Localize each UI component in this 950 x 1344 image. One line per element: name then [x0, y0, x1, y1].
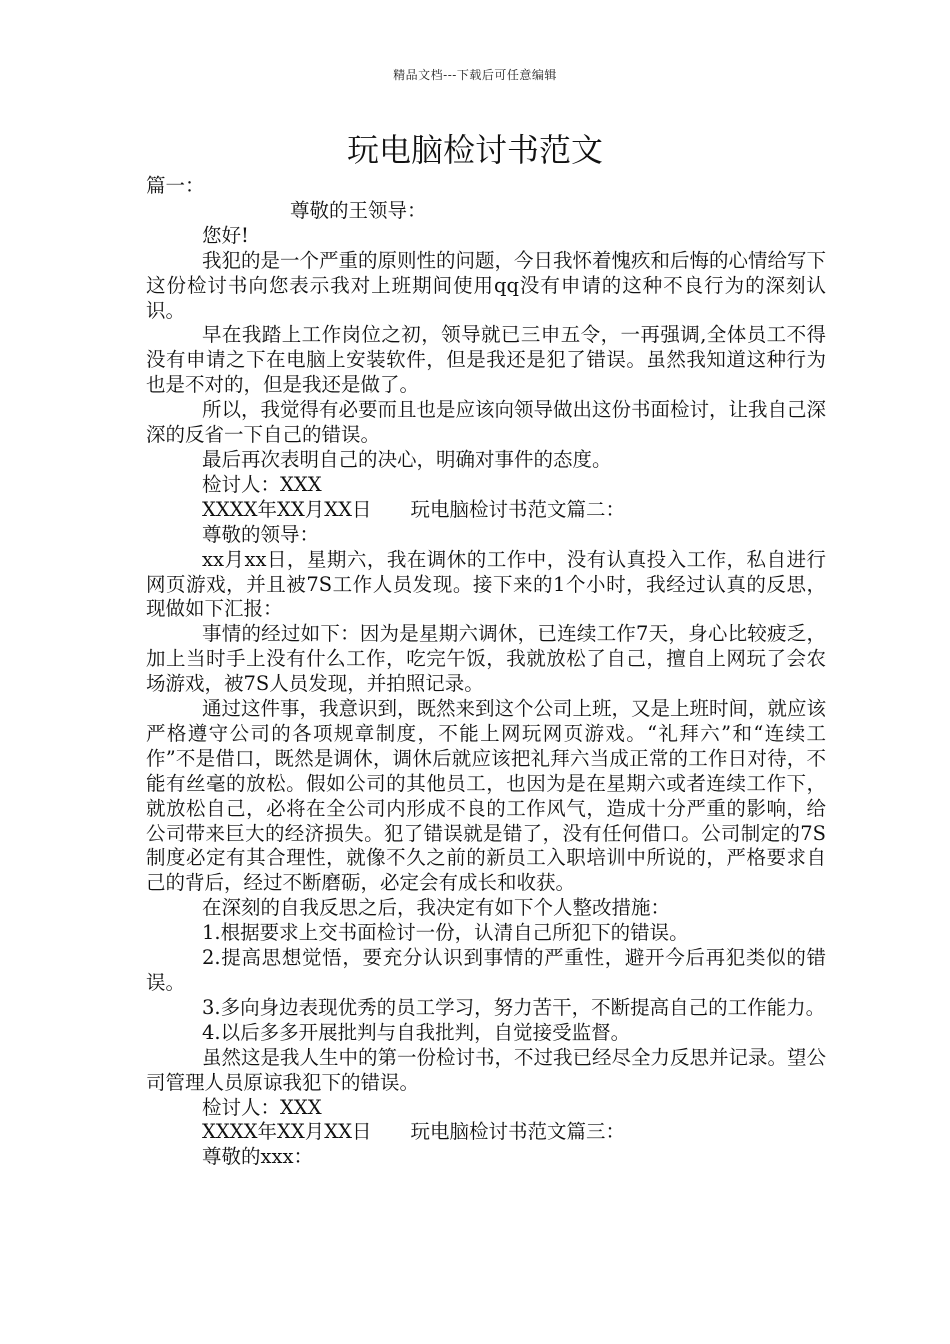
- paragraph: 在深刻的自我反思之后，我决定有如下个人整改措施：: [202, 896, 671, 920]
- signature: 检讨人：XXX: [202, 472, 322, 496]
- paragraph: 通过这件事，我意识到，既然来到这个公司上班，又是上班时间，就应该严格遵守公司的各项规章制度，不能上网玩网页游戏。“礼拜六”和“连续工作”不是借口，既然是调休，调休后就应该把礼拜六当成正常的工作日对待，不能有丝毫的放松。假如公司的其他员工，也因为是在星期六或者连续工作下，就放松自己，必将在全公司内形成不良的工作风气，造成十分严重的影响，给公司带来巨大的经济损失。犯了错误就是错了，没有任何借口。公司制定的7S制度必定有其合理性，就像不久之前的新员工入职培训中所说的，严格要求自己的背后，经过不断磨砺，必定会有成长和收获。: [146, 697, 827, 895]
- header-note: 精品文档---下载后可任意编辑: [393, 68, 557, 82]
- paragraph: xx月xx日，星期六，我在调休的工作中，没有认真投入工作，私自进行网页游戏，并且被7S工作人员发现。接下来的1个小时，我经过认真的反思，现做如下汇报：: [146, 547, 826, 621]
- signature: 检讨人：XXX: [202, 1095, 322, 1119]
- list-item: 1.根据要求上交书面检讨一份，认清自己所犯下的错误。: [202, 921, 689, 945]
- paragraph: 最后再次表明自己的决心，明确对事件的态度。: [202, 447, 612, 471]
- list-item: 3.多向身边表现优秀的员工学习，努力苦干，不断提高自己的工作能力。: [202, 995, 826, 1019]
- paragraph: 事情的经过如下：因为是星期六调休，已连续工作7天，身心比较疲乏，加上当时手上没有什么工作，吃完午饭，我就放松了自己，擅自上网玩了会农场游戏，被7S人员发现，并拍照记录。: [146, 622, 826, 696]
- paragraph: 虽然这是我人生中的第一份检讨书，不过我已经尽全力反思并记录。望公司管理人员原谅我犯下的错误。: [146, 1045, 827, 1094]
- date-line: XXXX年XX月XX日 玩电脑检讨书范文篇二：: [202, 497, 626, 521]
- paragraph: 早在我踏上工作岗位之初，领导就已三申五令，一再强调,全体员工不得没有申请之下在电脑上安装软件，但是我还是犯了错误。虽然我知道这种行为也是不对的，但是我还是做了。: [146, 323, 826, 397]
- section-label: 篇一：: [146, 174, 205, 197]
- document-body: [146, 174, 826, 1170]
- date-line: XXXX年XX月XX日 玩电脑检讨书范文篇三：: [202, 1120, 626, 1144]
- salutation: 尊敬的王领导：: [290, 198, 427, 222]
- list-item: 4.以后多多开展批判与自我批判，自觉接受监督。: [202, 1020, 631, 1044]
- list-item: 2.提高思想觉悟，要充分认识到事情的严重性，避开今后再犯类似的错误。: [146, 946, 826, 994]
- salutation: 尊敬的领导：: [202, 522, 320, 546]
- salutation: 尊敬的xxx：: [202, 1145, 313, 1169]
- greeting: 您好!: [202, 223, 249, 247]
- paragraph: 所以，我觉得有必要而且也是应该向领导做出这份书面检讨，让我自己深深的反省一下自己的错误。: [146, 398, 827, 447]
- paragraph: 我犯的是一个严重的原则性的问题，今日我怀着愧疚和后悔的心情给写下这份检讨书向您表示我对上班期间使用qq没有申请的这种不良行为的深刻认识。: [146, 248, 827, 322]
- document-title: 玩电脑检讨书范文: [346, 131, 603, 169]
